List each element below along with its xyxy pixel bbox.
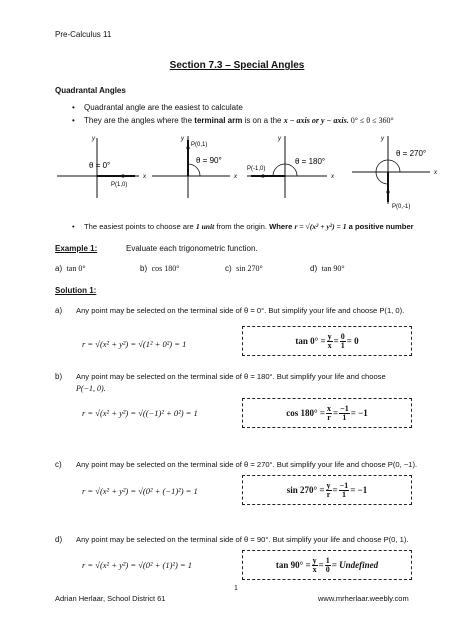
solution-c-letter: c) (55, 460, 62, 469)
solution-b-text-2: P(−1, 0). (76, 384, 106, 393)
solution-a-answer-box: tan 0° = $\frac{y}{x}$ = $\frac{0}{1}$ = 0 (242, 326, 412, 356)
footer-author: Adrian Herlaar, School District 61 (55, 594, 166, 603)
footer-website[interactable]: www.mrherlaar.weebly.com (318, 594, 409, 603)
svg-text:θ = 90°: θ = 90° (196, 156, 222, 165)
solution-b-r-equation: r = √(x² + y²) = √((−1)² + 0²) = 1 (82, 408, 198, 418)
solution-c-r-equation: r = √(x² + y²) = √(0² + (−1)²) = 1 (82, 486, 198, 496)
page-title: Section 7.3 – Special Angles (169, 60, 305, 71)
svg-text:x: x (234, 174, 237, 180)
bullet-easiest-points: • The easiest points to choose are 1 unit from the origin. Where r = √(x² + y²) = 1 a positive number (84, 222, 414, 231)
example-part-d: d) tan 90° (310, 264, 345, 273)
solution-b-letter: b) (55, 372, 63, 381)
example-part-c: c) sin 270° (225, 264, 263, 273)
solution-a-r-equation: r = √(x² + y²) = √(1² + 0²) = 1 (82, 339, 187, 349)
svg-text:θ = 180°: θ = 180° (295, 157, 326, 166)
example-label: Example 1: (55, 244, 98, 253)
svg-text:x: x (434, 170, 437, 176)
svg-text:P(0,-1): P(0,-1) (392, 204, 411, 210)
example-instruction: Evaluate each trigonometric function. (126, 244, 258, 253)
solution-d-text: Any point may be selected on the terminal side of θ = 90°. But simplify your life and choose P(0, 1). (76, 535, 409, 544)
svg-text:θ = 270°: θ = 270° (396, 149, 427, 158)
solution-a-text: Any point may be selected on the terminal side of θ = 0°. But simplify your life and choose P(1, 0). (76, 306, 405, 315)
example-part-a: a) tan 0° (55, 264, 86, 273)
solution-d-r-equation: r = √(x² + y²) = √(0² + (1)²) = 1 (82, 560, 193, 570)
page-number: 1 (234, 585, 238, 592)
solution-a-letter: a) (55, 306, 63, 315)
course-header: Pre-Calculus 11 (55, 30, 112, 39)
example-part-b: b) cos 180° (140, 264, 180, 273)
diagram-0-degrees (55, 132, 155, 200)
svg-text:x: x (143, 174, 146, 180)
section-heading-quadrantal: Quadrantal Angles (55, 86, 126, 95)
svg-text:P(-1,0): P(-1,0) (247, 166, 266, 172)
svg-text:y: y (92, 136, 95, 142)
bullet-easiest: • Quadrantal angle are the easiest to calculate (84, 103, 243, 112)
svg-text:y: y (181, 136, 184, 142)
solution-d-answer-box: tan 90° = $\frac{y}{x}$ = $\frac{1}{0}$ = Undefined (242, 550, 412, 580)
svg-text:θ = 0°: θ = 0° (89, 161, 111, 170)
svg-text:x: x (331, 174, 334, 180)
solution-b-text: Any point may be selected on the terminal side of θ = 180°. But simplify your life and choose (76, 372, 386, 381)
svg-text:P(1,0): P(1,0) (111, 182, 128, 188)
diagram-90-degrees (150, 132, 245, 200)
bullet-terminal-arm: • They are the angles where the terminal arm is on a the x − axis or y − axis. 0° ≤ θ ≤ 360° (84, 116, 394, 125)
solution-c-text: Any point may be selected on the terminal side of θ = 270°. But simplify your life and choose P(0, −1). (76, 460, 418, 469)
diagram-180-degrees (245, 132, 340, 200)
svg-text:y: y (381, 136, 384, 142)
solution-label: Solution 1: (55, 286, 97, 295)
svg-text:P(0,1): P(0,1) (191, 142, 208, 148)
diagram-270-degrees (350, 132, 445, 212)
solution-b-answer-box: cos 180° = $\frac{x}{r}$ = $\frac{-1}{1}$ = −1 (242, 398, 412, 428)
svg-text:y: y (278, 136, 281, 142)
solution-c-answer-box: sin 270° = $\frac{y}{r}$ = $\frac{-1}{1}$ = −1 (242, 475, 412, 505)
solution-d-letter: d) (55, 535, 63, 544)
